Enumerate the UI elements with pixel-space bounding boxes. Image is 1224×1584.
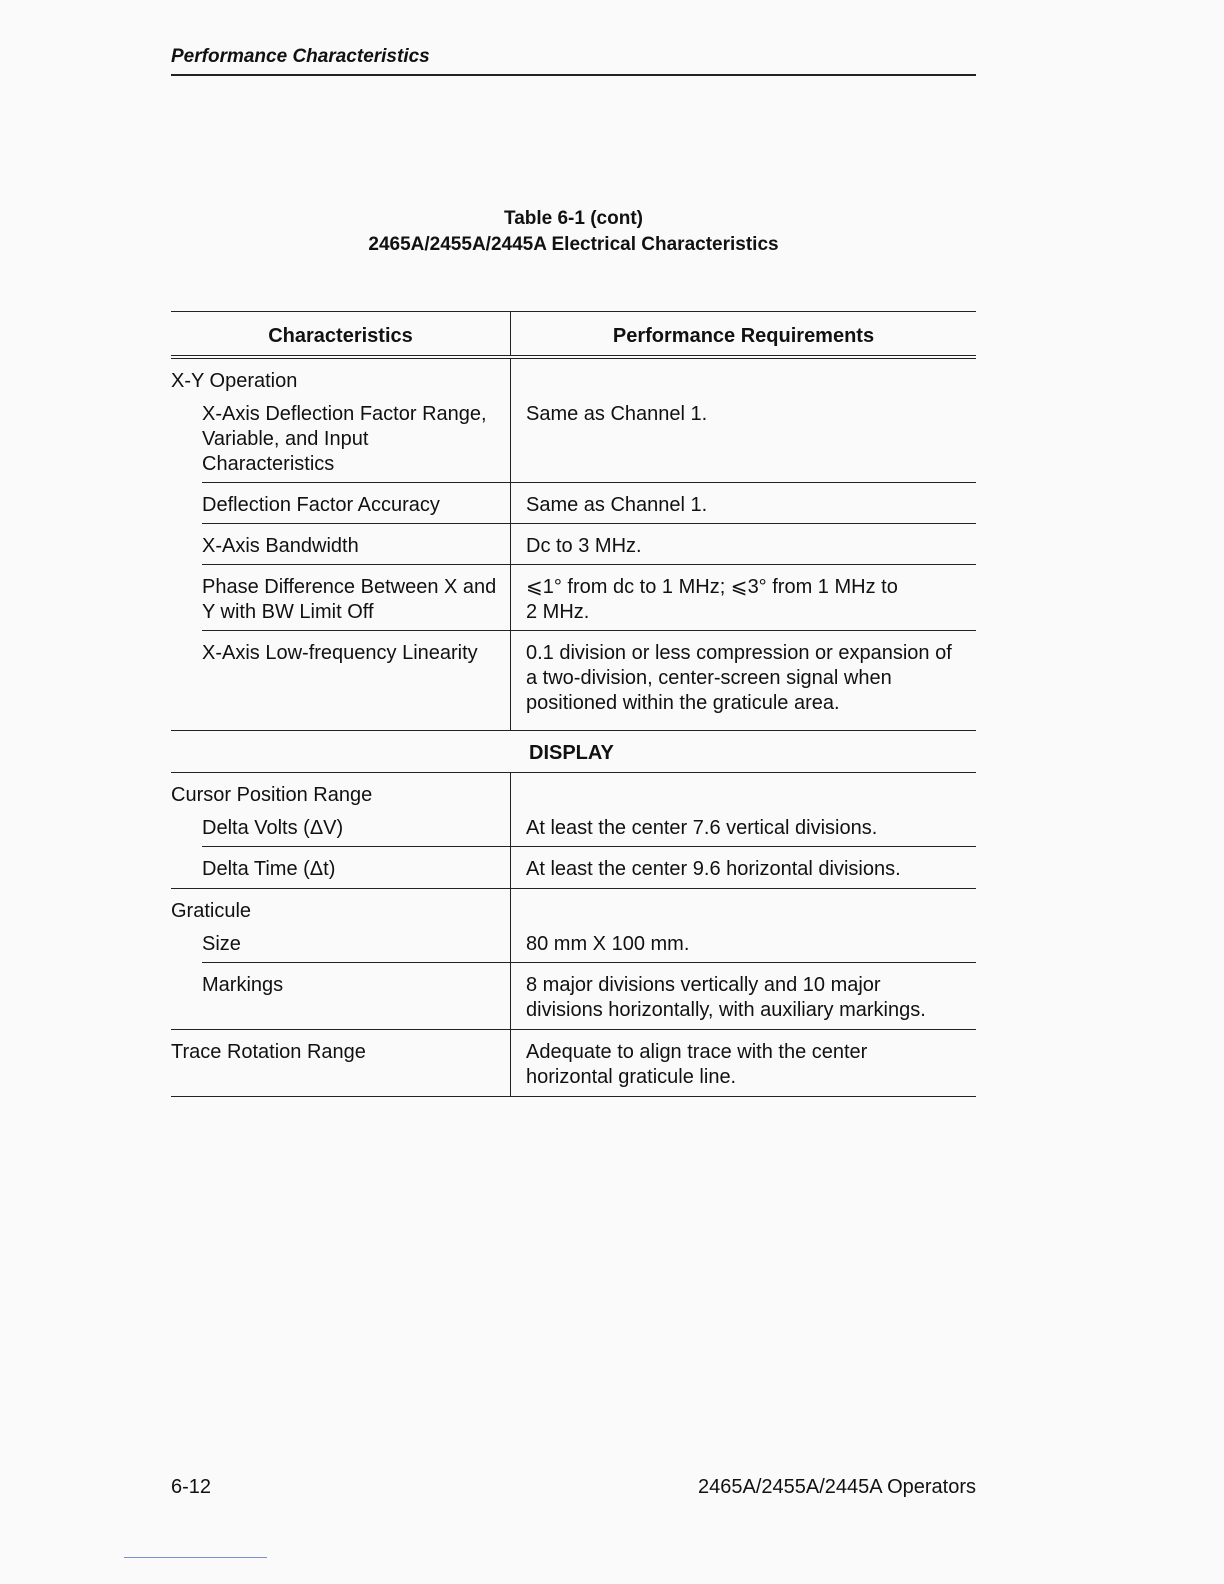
characteristic-cell: Deflection Factor Accuracy (171, 483, 511, 524)
table-row (171, 963, 976, 1030)
requirement-cell (511, 963, 976, 1029)
margin-rule (124, 1557, 267, 1558)
table-row (171, 847, 976, 889)
table-row (171, 1030, 976, 1097)
requirement-cell (511, 565, 976, 631)
characteristic-cell: X-Axis Bandwidth (171, 524, 511, 565)
requirement-cell: Same as Channel 1. (526, 403, 708, 425)
requirement-cell: Dc to 3 MHz. (526, 535, 642, 557)
group-label: Cursor Position Range (171, 773, 511, 812)
characteristic-cell: Trace Rotation Range (171, 1030, 511, 1096)
table-row (171, 483, 976, 524)
section-title-display: DISPLAY (529, 742, 614, 764)
table-number: Table 6-1 (cont) (504, 208, 643, 229)
characteristic-cell: Delta Volts (ΔV) (171, 812, 511, 847)
characteristics-table (171, 311, 976, 1097)
characteristic-line: X-Axis Deflection Factor Range, (202, 403, 487, 425)
requirement-line: a two-division, center-screen signal when (526, 667, 892, 689)
requirement-line: divisions horizontally, with auxiliary markings. (526, 999, 926, 1021)
requirement-line: 2 MHz. (526, 601, 590, 623)
characteristic-cell (171, 398, 511, 483)
requirement-line: 0.1 division or less compression or expansion of (526, 642, 952, 664)
requirement-cell: At least the center 7.6 vertical divisions. (526, 817, 878, 839)
table-row (171, 889, 976, 928)
table-row (171, 565, 976, 631)
characteristic-cell: Size (171, 928, 511, 963)
requirement-cell: Same as Channel 1. (526, 494, 708, 516)
requirement-cell: At least the center 9.6 horizontal divisions. (526, 858, 901, 880)
section-header-row (171, 730, 976, 773)
table-row (171, 398, 976, 483)
characteristic-line: Y with BW Limit Off (202, 601, 374, 623)
characteristic-line: Characteristics (202, 453, 335, 475)
characteristic-line: Phase Difference Between X and (202, 576, 497, 598)
characteristic-line: Variable, and Input (202, 428, 369, 450)
requirement-line: 8 major divisions vertically and 10 major (526, 974, 881, 996)
table-header-row (171, 312, 976, 359)
characteristic-cell: X-Axis Low-frequency Linearity (171, 631, 511, 730)
table-row (171, 928, 976, 963)
column-header-characteristics: Characteristics (171, 312, 511, 355)
column-header-performance: Performance Requirements (612, 325, 875, 347)
requirement-line: positioned within the graticule area. (526, 692, 840, 714)
table-row (171, 359, 976, 398)
table-row (171, 524, 976, 565)
manual-title: 2465A/2455A/2445A Operators (698, 1476, 976, 1498)
requirement-cell (511, 1030, 976, 1096)
characteristic-cell (171, 565, 511, 631)
requirement-line: ⩽1° from dc to 1 MHz; ⩽3° from 1 MHz to (526, 576, 898, 598)
table-caption (171, 206, 976, 258)
table-row (171, 773, 976, 812)
group-label: Graticule (171, 889, 511, 928)
running-header: Performance Characteristics (171, 46, 976, 76)
requirement-cell: 80 mm X 100 mm. (526, 933, 690, 955)
table-row (171, 631, 976, 730)
requirement-line: horizontal graticule line. (526, 1066, 737, 1088)
page-number: 6-12 (171, 1476, 212, 1498)
characteristic-cell: Markings (171, 963, 511, 1029)
table-title: 2465A/2455A/2445A Electrical Characteristics (368, 234, 779, 255)
table-row (171, 812, 976, 847)
requirement-line: Adequate to align trace with the center (526, 1041, 868, 1063)
requirement-cell (511, 631, 976, 730)
group-label: X-Y Operation (171, 359, 511, 398)
characteristic-cell: Delta Time (Δt) (171, 847, 511, 888)
